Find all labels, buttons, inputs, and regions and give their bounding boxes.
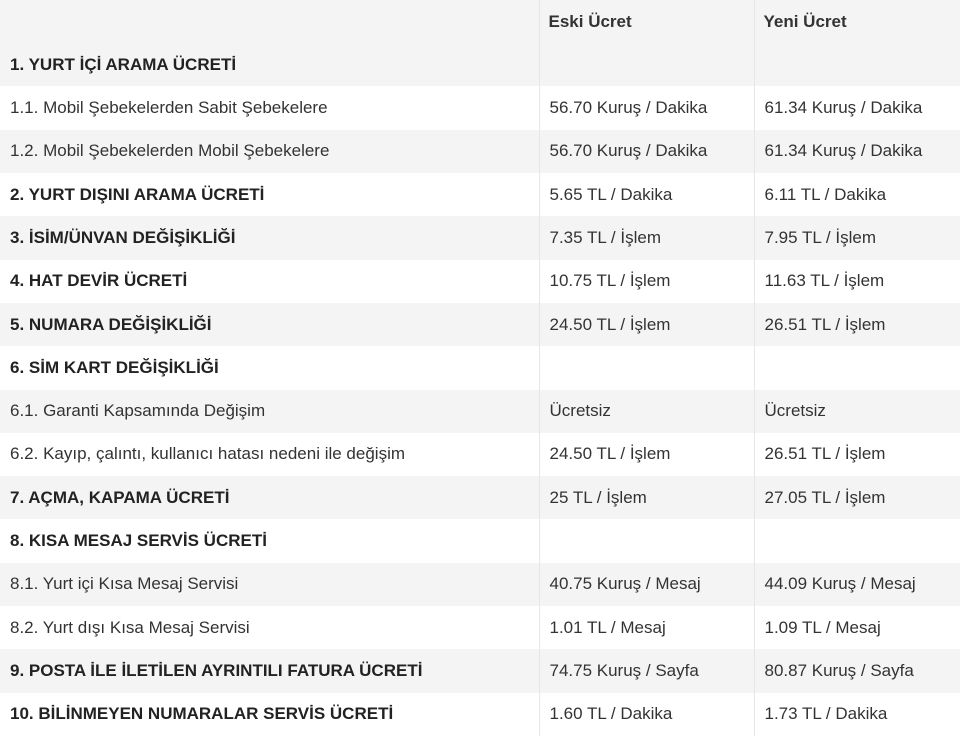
row-label: 9. POSTA İLE İLETİLEN AYRINTILI FATURA ÜCRETİ [0,649,539,692]
new-price-cell: 1.73 TL / Dakika [754,693,960,736]
new-price-cell [754,43,960,86]
row-label: 1. YURT İÇİ ARAMA ÜCRETİ [0,43,539,86]
old-price-cell: 10.75 TL / İşlem [539,260,754,303]
old-price-cell [539,346,754,389]
table-row [0,433,960,476]
old-price-cell: 5.65 TL / Dakika [539,173,754,216]
row-label: 8.1. Yurt içi Kısa Mesaj Servisi [0,563,539,606]
table-row [0,693,960,736]
new-price-cell: 7.95 TL / İşlem [754,216,960,259]
table-row [0,303,960,346]
table-row [0,476,960,519]
new-price-cell: 44.09 Kuruş / Mesaj [754,563,960,606]
old-price-cell: Ücretsiz [539,390,754,433]
table-row [0,346,960,389]
row-label: 6.2. Kayıp, çalıntı, kullanıcı hatası nedeni ile değişim [0,433,539,476]
new-price-cell: 6.11 TL / Dakika [754,173,960,216]
old-price-cell: 7.35 TL / İşlem [539,216,754,259]
new-price-cell: 26.51 TL / İşlem [754,433,960,476]
table-row [0,563,960,606]
table-body [0,43,960,736]
table-row [0,130,960,173]
row-label: 4. HAT DEVİR ÜCRETİ [0,260,539,303]
row-label: 8. KISA MESAJ SERVİS ÜCRETİ [0,519,539,562]
table-row [0,649,960,692]
table-row [0,86,960,129]
new-price-cell: 27.05 TL / İşlem [754,476,960,519]
old-price-cell: 56.70 Kuruş / Dakika [539,86,754,129]
old-price-cell: 24.50 TL / İşlem [539,433,754,476]
table-row [0,43,960,86]
new-price-cell: 61.34 Kuruş / Dakika [754,130,960,173]
old-price-cell: 1.01 TL / Mesaj [539,606,754,649]
old-price-cell: 24.50 TL / İşlem [539,303,754,346]
old-price-cell: 25 TL / İşlem [539,476,754,519]
row-label: 10. BİLİNMEYEN NUMARALAR SERVİS ÜCRETİ [0,693,539,736]
header-row [0,0,960,43]
old-price-cell [539,519,754,562]
new-price-cell: 61.34 Kuruş / Dakika [754,86,960,129]
header-label [0,0,539,43]
table-row [0,260,960,303]
header-old-price: Eski Ücret [539,0,754,43]
row-label: 7. AÇMA, KAPAMA ÜCRETİ [0,476,539,519]
row-label: 2. YURT DIŞINI ARAMA ÜCRETİ [0,173,539,216]
row-label: 6. SİM KART DEĞİŞİKLİĞİ [0,346,539,389]
new-price-cell [754,519,960,562]
table-row [0,390,960,433]
new-price-cell: 26.51 TL / İşlem [754,303,960,346]
row-label: 1.2. Mobil Şebekelerden Mobil Şebekelere [0,130,539,173]
row-label: 5. NUMARA DEĞİŞİKLİĞİ [0,303,539,346]
old-price-cell: 40.75 Kuruş / Mesaj [539,563,754,606]
old-price-cell: 56.70 Kuruş / Dakika [539,130,754,173]
old-price-cell: 1.60 TL / Dakika [539,693,754,736]
new-price-cell: 80.87 Kuruş / Sayfa [754,649,960,692]
old-price-cell [539,43,754,86]
row-label: 3. İSİM/ÜNVAN DEĞİŞİKLİĞİ [0,216,539,259]
header-new-price: Yeni Ücret [754,0,960,43]
table-row [0,606,960,649]
new-price-cell [754,346,960,389]
old-price-cell: 74.75 Kuruş / Sayfa [539,649,754,692]
table-row [0,519,960,562]
row-label: 8.2. Yurt dışı Kısa Mesaj Servisi [0,606,539,649]
new-price-cell: 11.63 TL / İşlem [754,260,960,303]
row-label: 6.1. Garanti Kapsamında Değişim [0,390,539,433]
new-price-cell: Ücretsiz [754,390,960,433]
table-row [0,216,960,259]
table-row [0,173,960,216]
new-price-cell: 1.09 TL / Mesaj [754,606,960,649]
row-label: 1.1. Mobil Şebekelerden Sabit Şebekelere [0,86,539,129]
